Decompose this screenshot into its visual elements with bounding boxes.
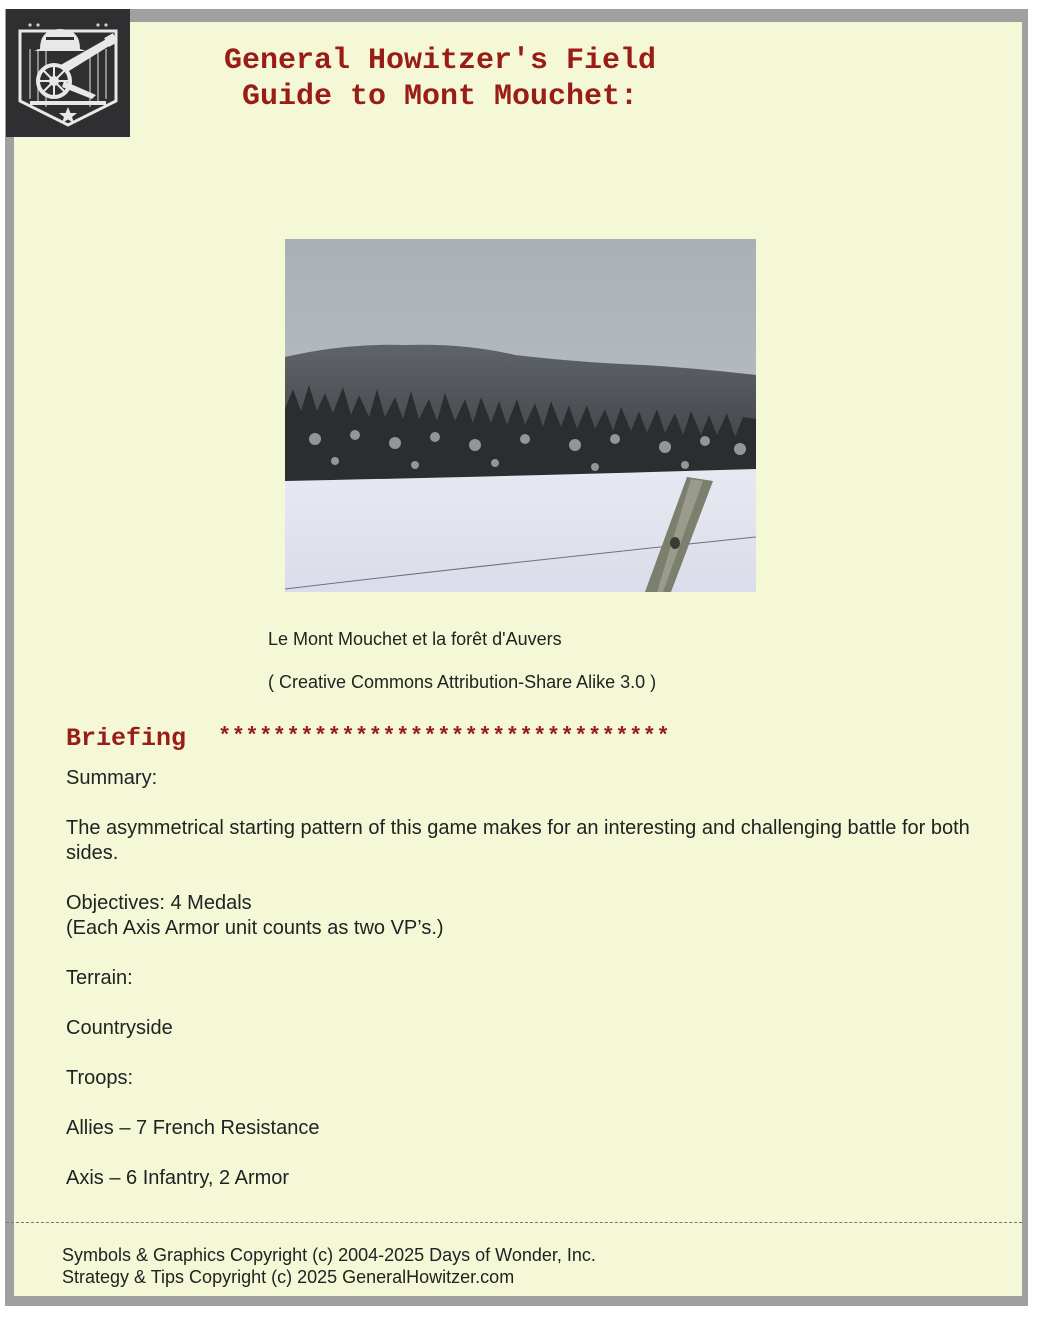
terrain-value: Countryside xyxy=(66,1017,173,1039)
troops-axis: Axis – 6 Infantry, 2 Armor xyxy=(66,1167,290,1189)
photo-caption: Le Mont Mouchet et la forêt d'Auvers xyxy=(268,629,562,649)
footer-copyright-strategy: Strategy & Tips Copyright (c) 2025 GeneralHowitzer.com xyxy=(62,1267,515,1287)
howitzer-cannon-badge-icon xyxy=(6,9,130,137)
footer-divider xyxy=(6,1222,1022,1223)
photo-license: ( Creative Commons Attribution-Share Alike 3.0 ) xyxy=(268,672,657,692)
page-panel xyxy=(14,22,1022,1296)
page-title xyxy=(180,43,700,115)
summary-text: The asymmetrical starting pattern of this game makes for an interesting and challenging battle for both sides. xyxy=(66,817,970,864)
footer-copyright-graphics: Symbols & Graphics Copyright (c) 2004-2025 Days of Wonder, Inc. xyxy=(62,1245,596,1265)
title-line-1: General Howitzer's Field xyxy=(223,44,657,78)
troops-label: Troops: xyxy=(66,1067,134,1089)
summary-label: Summary: xyxy=(66,767,158,789)
briefing-label: Briefing xyxy=(66,724,187,753)
title-line-2: Guide to Mont Mouchet: xyxy=(241,80,639,114)
mont-mouchet-photo xyxy=(285,239,756,592)
troops-allies: Allies – 7 French Resistance xyxy=(66,1117,320,1139)
objectives-line-1: Objectives: 4 Medals xyxy=(66,892,252,914)
briefing-stars: ********************************* xyxy=(218,724,671,749)
objectives-line-2: (Each Axis Armor unit counts as two VP’s.) xyxy=(66,917,444,939)
terrain-label: Terrain: xyxy=(66,967,133,989)
